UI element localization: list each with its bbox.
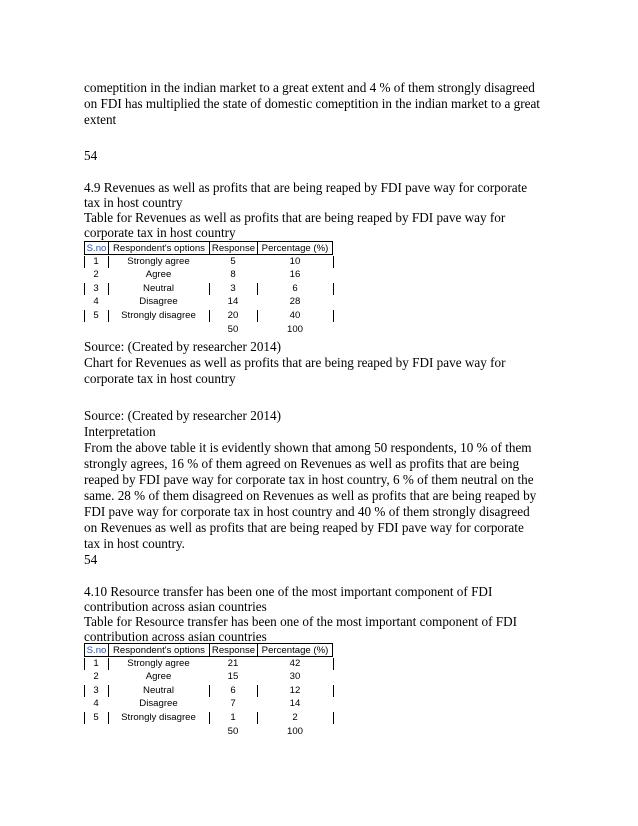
cell-option: Disagree: [139, 296, 178, 308]
interpretation-line: tax in host country.: [84, 536, 185, 551]
cell-option: Disagree: [139, 698, 178, 710]
text-line: comeptition in the indian market to a great extent and 4 % of them strongly disagreed: [84, 80, 535, 95]
interpretation-line: on Revenues as well as profits that are being reaped by FDI pave way for corporate: [84, 520, 524, 535]
cell-percentage: 42: [289, 657, 301, 669]
cell-sno: 2: [93, 269, 99, 281]
interpretation-title: Interpretation: [84, 424, 156, 439]
text-line: extent: [84, 112, 117, 127]
table-caption: Table for Revenues as well as profits that are being reaped by FDI pave way for: [84, 210, 506, 225]
cell-response: 3: [230, 282, 236, 294]
table-caption: corporate tax in host country: [84, 225, 236, 240]
cell-sno: 1: [93, 657, 99, 669]
cell-option: Strongly agree: [127, 255, 190, 267]
cell-percentage-total: 100: [286, 323, 303, 335]
cell-sno: 4: [93, 296, 99, 308]
interpretation-line: same. 28 % of them disagreed on Revenues as well as profits that are being reaped by: [84, 488, 537, 503]
header-percentage: Percentage (%): [257, 241, 333, 255]
cell-response: 20: [227, 309, 239, 321]
cell-response: 14: [227, 296, 239, 308]
cell-response: 7: [230, 698, 236, 710]
cell-sno: 3: [93, 282, 99, 294]
cell-sno: 5: [93, 309, 99, 321]
cell-percentage: 40: [289, 309, 301, 321]
chart-caption: Chart for Revenues as well as profits that are being reaped by FDI pave way for: [84, 355, 506, 370]
cell-option: Strongly agree: [127, 657, 190, 669]
interpretation-line: strongly agrees, 16 % of them agreed on Revenues as well as profits that are being: [84, 456, 520, 471]
cell-response: 5: [230, 255, 236, 267]
cell-response: 6: [230, 684, 236, 696]
cell-percentage: 28: [289, 296, 301, 308]
cell-option: Neutral: [143, 282, 174, 294]
header-percentage: Percentage (%): [257, 643, 333, 657]
cell-response: 15: [227, 671, 239, 683]
header-response: Response: [209, 241, 257, 255]
header-sno: S.no: [84, 643, 108, 657]
cell-response: 8: [230, 269, 236, 281]
page-number: 54: [84, 148, 98, 163]
cell-option: Agree: [145, 671, 172, 683]
cell-percentage-total: 100: [286, 725, 303, 737]
cell-response-total: 50: [227, 725, 239, 737]
cell-percentage: 16: [289, 269, 301, 281]
cell-sno: 4: [93, 698, 99, 710]
cell-percentage: 10: [289, 255, 301, 267]
text-line: on FDI has multiplied the state of domestic comeptition in the indian market to a great: [84, 96, 540, 111]
cell-response: 1: [230, 711, 236, 723]
header-options: Respondent's options: [108, 643, 209, 657]
cell-percentage: 12: [289, 684, 301, 696]
cell-percentage: 30: [289, 671, 301, 683]
page-number: 54: [84, 552, 98, 567]
cell-option: Agree: [145, 269, 172, 281]
section-heading: 4.9 Revenues as well as profits that are being reaped by FDI pave way for corporate: [84, 180, 528, 195]
interpretation-line: FDI pave way for corporate tax in host country and 40 % of them strongly disagreed: [84, 504, 530, 519]
source-note: Source: (Created by researcher 2014): [84, 339, 281, 354]
section-heading: contribution across asian countries: [84, 599, 267, 614]
cell-option: Neutral: [143, 684, 174, 696]
cell-sno: 5: [93, 711, 99, 723]
table-caption: Table for Resource transfer has been one of the most important component of FDI: [84, 614, 518, 629]
cell-response-total: 50: [227, 323, 239, 335]
cell-response: 21: [227, 657, 239, 669]
source-note: Source: (Created by researcher 2014): [84, 408, 281, 423]
cell-percentage: 2: [292, 711, 298, 723]
cell-sno: 2: [93, 671, 99, 683]
cell-sno: 1: [93, 255, 99, 267]
section-heading: tax in host country: [84, 195, 183, 210]
table-caption: contribution across asian countries: [84, 629, 267, 644]
header-options: Respondent's options: [108, 241, 209, 255]
cell-sno: 3: [93, 684, 99, 696]
header-sno: S.no: [84, 241, 108, 255]
cell-percentage: 6: [292, 282, 298, 294]
interpretation-line: From the above table it is evidently shown that among 50 respondents, 10 % of them: [84, 440, 532, 455]
interpretation-line: reaped by FDI pave way for corporate tax in host country, 6 % of them neutral on the: [84, 472, 534, 487]
cell-percentage: 14: [289, 698, 301, 710]
section-heading: 4.10 Resource transfer has been one of the most important component of FDI: [84, 584, 493, 599]
header-response: Response: [209, 643, 257, 657]
cell-option: Strongly disagree: [121, 711, 196, 723]
cell-option: Strongly disagree: [121, 309, 196, 321]
chart-caption: corporate tax in host country: [84, 371, 236, 386]
